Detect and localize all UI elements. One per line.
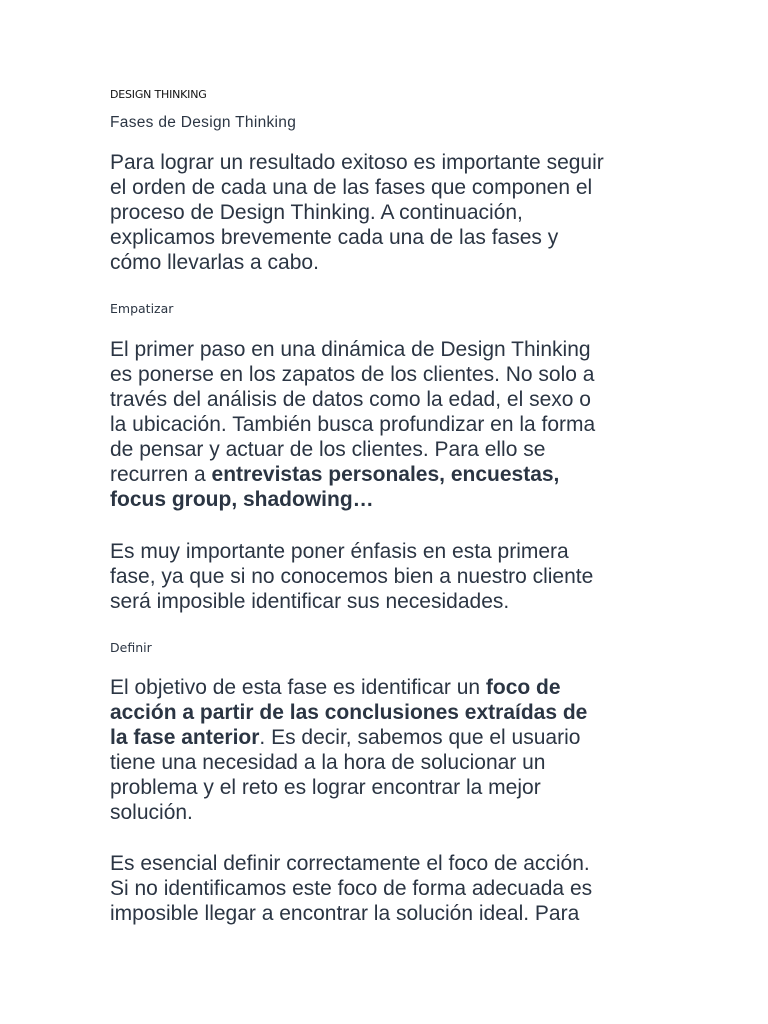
empatizar-paragraph-2 <box>110 539 670 614</box>
text-line: cómo llevarlas a cabo. <box>110 251 319 274</box>
intro-paragraph <box>110 150 670 275</box>
text-line: proceso de Design Thinking. A continuación, <box>110 201 523 224</box>
text-line: explicamos brevemente cada una de las fases y <box>110 226 559 249</box>
bold-text: la fase anterior <box>110 726 260 749</box>
bold-text: foco de <box>485 676 561 699</box>
text-line <box>110 700 670 725</box>
text-line: Si no identificamos este foco de forma adecuada es <box>110 877 593 900</box>
text-run: recurren a <box>110 463 212 486</box>
text-line: fase, ya que si no conocemos bien a nuestro cliente <box>110 565 594 588</box>
text-line: través del análisis de datos como la edad, el sexo o <box>110 388 591 411</box>
definir-paragraph-1 <box>110 675 670 825</box>
text-line: Para lograr un resultado exitoso es importante seguir <box>110 151 604 174</box>
text-line <box>110 462 670 487</box>
text-line: será imposible identificar sus necesidades. <box>110 590 510 613</box>
bold-text: acción a partir de las conclusiones extraídas de <box>110 701 588 724</box>
definir-paragraph-2 <box>110 851 670 926</box>
bold-text: entrevistas personales, encuestas, <box>211 463 560 486</box>
text-line: es ponerse en los zapatos de los clientes. No solo a <box>110 363 595 386</box>
bold-text: focus group, shadowing… <box>110 488 374 511</box>
text-line: problema y el reto es lograr encontrar la mejor <box>110 776 541 799</box>
text-run: . Es decir, sabemos que el usuario <box>259 726 581 749</box>
text-line: solución. <box>110 801 193 824</box>
text-line: imposible llegar a encontrar la solución ideal. Para <box>110 902 580 925</box>
text-line <box>110 487 670 512</box>
text-line: El primer paso en una dinámica de Design Thinking <box>110 338 591 361</box>
text-line: de pensar y actuar de los clientes. Para ello se <box>110 438 546 461</box>
section-heading-definir: Definir <box>110 640 152 655</box>
text-line <box>110 675 670 700</box>
text-line: Es muy importante poner énfasis en esta primera <box>110 540 569 563</box>
section-heading-empatizar: Empatizar <box>110 301 174 316</box>
text-line: tiene una necesidad a la hora de solucionar un <box>110 751 546 774</box>
text-run: El objetivo de esta fase es identificar un <box>110 676 486 699</box>
text-line <box>110 725 670 750</box>
text-line: Es esencial definir correctamente el foco de acción. <box>110 852 590 875</box>
text-line: el orden de cada una de las fases que componen el <box>110 176 593 199</box>
document-title: DESIGN THINKING <box>110 88 207 101</box>
empatizar-paragraph-1 <box>110 337 670 512</box>
text-line: la ubicación. También busca profundizar en la forma <box>110 413 596 436</box>
document-subtitle: Fases de Design Thinking <box>110 114 297 131</box>
